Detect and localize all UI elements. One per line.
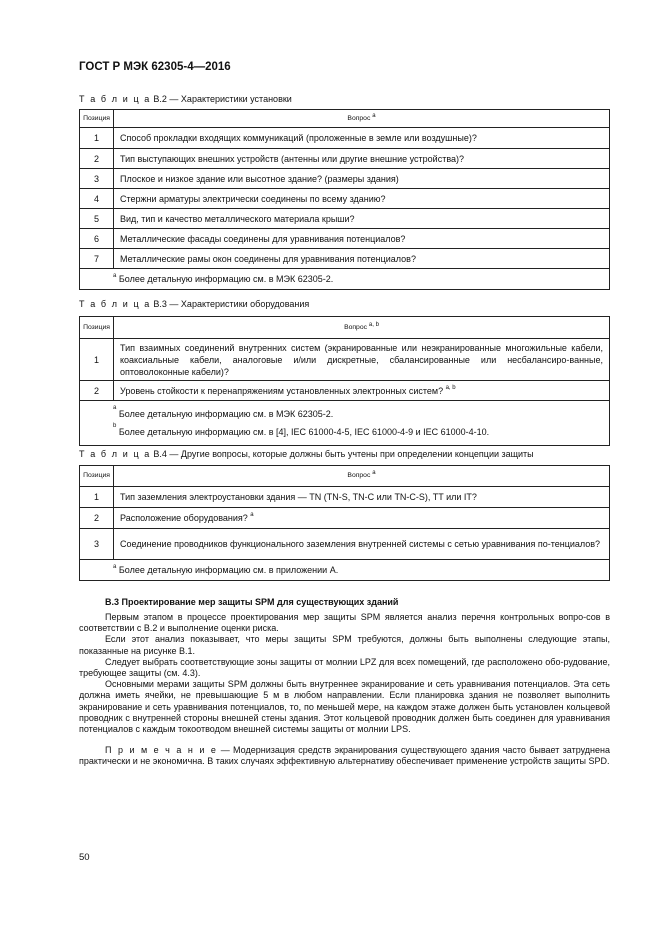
caption-label: Т а б л и ц а	[79, 94, 151, 104]
col-question	[114, 466, 610, 487]
row-question: Тип взаимных соединений внутренних систем (экранированные или неэкранированные многожильные кабели, коаксиальные кабели, аналоговые и/или дискретные, сбалансированные или несбалансиро-ванные, оптоволоконные кабели)?	[114, 339, 610, 381]
row-question: Тип заземления электроустановки здания — TN (TN-S, TN-C или TN-C-S), TT или IT?	[114, 487, 610, 508]
footnote-mark: a	[113, 405, 117, 411]
section-body	[79, 612, 610, 735]
col-question-label: Вопрос	[344, 323, 368, 331]
paragraph: Основными мерами защиты SPM должны быть внутреннее экранирование и сеть уравнивания потенциалов. Эта сеть должна иметь ячейки, не превышающие 5 м в любом направлении. Если планировка здания не позволяет выполнить экранирование и сеть уравнивания потенциалов, то, по меньшей мере, на каждом этаже должен быть установлен кольцевой проводник с внутренней стороны внешней стены здания. Этот кольцевой проводник должен быть соединен для уравнивания потенциалов с каждым токоотводом внешней системы защиты от молнии LPS.	[79, 679, 610, 735]
row-position: 2	[80, 508, 114, 529]
col-question-label: Вопрос	[347, 472, 371, 479]
row-position: 4	[80, 189, 114, 209]
col-position: Позиция	[80, 317, 114, 339]
table-header-row	[80, 466, 610, 487]
table-b4-caption	[79, 449, 534, 459]
col-question	[114, 110, 610, 128]
col-position: Позиция	[80, 110, 114, 128]
table-row	[80, 529, 610, 560]
row-question-text: Уровень стойкости к перенапряжениям установленных электронных систем?	[120, 385, 444, 396]
caption-label: Т а б л и ц а	[79, 299, 151, 309]
footnote-ref: a	[250, 512, 254, 518]
caption-text: В.4 — Другие вопросы, которые должны быть учтены при определении концепции защиты	[153, 449, 534, 459]
footnote-text: Более детальную информацию см. в приложении А.	[118, 565, 339, 575]
footnote-ref: a	[372, 470, 376, 476]
row-position: 7	[80, 249, 114, 269]
table-b2-caption	[79, 94, 292, 104]
footnote-mark: b	[113, 423, 117, 429]
col-position: Позиция	[80, 466, 114, 487]
row-position: 1	[80, 339, 114, 381]
row-question: Плоское и низкое здание или высотное здание? (размеры здания)	[114, 169, 610, 189]
paragraph: Первым этапом в процессе проектирования мер защиты SPM является анализ перечня контрольных вопро-сов в соответствии с В.2 и выполнение оценки риска.	[79, 612, 610, 634]
row-position: 3	[80, 169, 114, 189]
footnote-ref: a, b	[445, 384, 456, 391]
table-row	[80, 381, 610, 401]
row-question: Металлические рамы окон соединены для уравнивания потенциалов?	[114, 249, 610, 269]
footnote-mark: a	[113, 273, 117, 279]
table-row	[80, 508, 610, 529]
table-footnote-row	[80, 401, 610, 446]
row-position: 2	[80, 149, 114, 169]
table-row	[80, 189, 610, 209]
caption-text: В.2 — Характеристики установки	[153, 94, 292, 104]
footnote-text: Более детальную информацию см. в [4], IEC 61000-4-5, IEC 61000-4-9 и IEC 61000-4-10.	[118, 427, 490, 437]
row-position: 5	[80, 209, 114, 229]
table-header-row	[80, 317, 610, 339]
row-position: 1	[80, 128, 114, 149]
footnote-ref: a	[372, 112, 376, 119]
paragraph: Следует выбрать соответствующие зоны защиты от молнии LPZ для всех помещений, где расположено обо-рудование, требующее защиты (см. 4.3).	[79, 656, 610, 679]
table-row	[80, 128, 610, 149]
row-position: 1	[80, 487, 114, 508]
footnote-text: Более детальную информацию см. в МЭК 62305-2.	[118, 274, 334, 284]
footnote-ref: a, b	[368, 321, 379, 328]
note-text: — Модернизация средств экранирования существующего здания часто бывает затруднена практически и не экономична. В таких случаях эффективную альтернативу обеспечивает применение устройств защиты SPD.	[79, 745, 611, 767]
table-row	[80, 209, 610, 229]
table-row	[80, 487, 610, 508]
page-number: 50	[79, 852, 90, 863]
table-b2	[79, 109, 610, 290]
row-question	[114, 508, 610, 529]
table-footnote-row	[80, 269, 610, 290]
row-question: Соединение проводников функционального заземления внутренней системы с сетью уравнивания по-тенциалов?	[114, 529, 610, 560]
table-b4	[79, 465, 610, 581]
row-question-text: Расположение оборудования?	[120, 513, 248, 523]
document-header: ГОСТ Р МЭК 62305-4—2016	[79, 61, 231, 73]
table-header-row	[80, 110, 610, 128]
row-position: 6	[80, 229, 114, 249]
col-question-label: Вопрос	[347, 114, 371, 122]
table-footnote-row	[80, 560, 610, 581]
table-row	[80, 339, 610, 381]
row-question: Тип выступающих внешних устройств (антенны или другие внешние устройства)?	[114, 149, 610, 169]
row-question: Способ прокладки входящих коммуникаций (проложенные в земле или воздушные)?	[114, 128, 610, 149]
footnote-mark: a	[113, 564, 117, 570]
section-heading: В.3 Проектирование мер защиты SPM для существующих зданий	[105, 597, 399, 607]
caption-text: В.3 — Характеристики оборудования	[153, 299, 310, 309]
footnote-line	[113, 405, 603, 423]
paragraph: Если этот анализ показывает, что меры защиты SPM требуются, должны быть выполнены следующие этапы, показанные на рисунке В.1.	[79, 634, 610, 656]
table-row	[80, 249, 610, 269]
note-label: П р и м е ч а н и е	[105, 745, 218, 755]
table-row	[80, 149, 610, 169]
footnote-line	[113, 423, 603, 441]
col-question	[114, 317, 610, 339]
row-position: 3	[80, 529, 114, 560]
table-footnote	[80, 560, 610, 581]
table-b3	[79, 316, 610, 446]
table-footnote	[80, 401, 610, 446]
row-question: Стержни арматуры электрически соединены по всему зданию?	[114, 189, 610, 209]
row-question: Вид, тип и качество металлического материала крыши?	[114, 209, 610, 229]
table-footnote	[80, 269, 610, 290]
row-question	[114, 381, 610, 401]
footnote-text: Более детальную информацию см. в МЭК 62305-2.	[118, 409, 334, 419]
row-position: 2	[80, 381, 114, 401]
row-question: Металлические фасады соединены для уравнивания потенциалов?	[114, 229, 610, 249]
note	[79, 745, 610, 767]
table-b3-caption	[79, 299, 309, 309]
table-row	[80, 169, 610, 189]
table-row	[80, 229, 610, 249]
caption-label: Т а б л и ц а	[79, 449, 151, 459]
